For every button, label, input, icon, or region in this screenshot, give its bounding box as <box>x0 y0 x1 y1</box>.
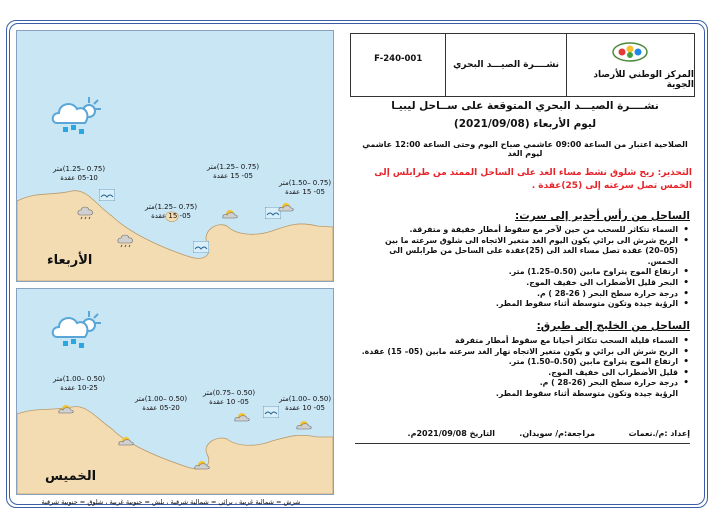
issue-date: التاريخ 2021/09/08م. <box>407 429 495 438</box>
reviewed-by: مراجعة:م/ سويدان. <box>519 429 595 438</box>
list-item: • ارتفاع الموج يتراوح مابين (0.50–1.25) متر. <box>358 267 678 278</box>
list-item: • ارتفاع الموج يتراوح مابين (0.50–1.50) متر. <box>358 357 678 368</box>
station-wed-4: (0.75 –1.25)متر 05- 15 عقدة <box>145 203 198 220</box>
bulletin-date: ليوم الأربعاء (2021/09/08) <box>453 118 597 130</box>
map-wednesday-graphic <box>17 31 333 281</box>
org-logo <box>610 41 650 66</box>
station-wed-3: (0.75 –1.50)متر 05- 15 عقدة <box>279 179 332 196</box>
warning-text: التحذير: ريح شلوق نشط مساء الغد على الساحل الممتد من طرابلس إلى الخمس تصل سرعته إلى (25)عقدة . <box>374 168 692 191</box>
org-cell <box>566 34 694 96</box>
station-wed-1: (0.75 –1.25)متر 05-10 عقدة <box>53 165 106 182</box>
wind-legend: شرش = شمالية غربية ، برائي = شمالية شرقية ، بلش = جنوبية غربية ، شلوق = جنوبية شرقية <box>41 498 301 506</box>
footer-divider <box>355 443 690 444</box>
station-thu-4: (0.50 –1.00)متر 05- 10 عقدة <box>279 395 332 412</box>
map-thursday <box>16 288 334 495</box>
station-thu-2: (0.50 –1.00)متر 05-20 عقدة <box>135 395 188 412</box>
prepared-by: إعداد :م/.نعمات <box>628 429 690 438</box>
doc-code-cell <box>351 34 445 96</box>
station-wed-2: (0.75 –1.25)متر 05- 15 عقدة <box>207 163 260 180</box>
station-thu-1: (0.50 –1.00)متر 10-25 عقدة <box>53 375 106 392</box>
list-item: • السماء قليلة السحب تتكاثر أحيانا مع سقوط أمطار متفرقة <box>358 336 678 347</box>
doc-code: F-240-001 <box>374 54 423 64</box>
list-item: • قليل الأضطراب الى خفيف الموج. <box>358 368 678 379</box>
bulletin-validity: الصلاحية اعتبار من الساعة 09:00 عاشمي صباح اليوم وحتى الساعة 12:00 عاشمي ليوم الغد <box>362 140 688 158</box>
doc-title-cell <box>445 34 565 96</box>
section2-list <box>358 336 690 400</box>
list-item: (05–20) عقدة تصل مساء الغد الى (25)عقدة على الساحل من طرابلس الى الخمس. <box>389 246 678 266</box>
section1-title: الساحل من رأس أجدير إلى سرت: <box>515 210 690 222</box>
station-thu-3: (0.50 –0.75)متر 05- 10 عقدة <box>203 389 256 406</box>
list-item: • الريح شرش الى برائي يكون اليوم الغد متغير الاتجاه الى شلوق سرعته ما بين <box>358 236 678 247</box>
doc-title: نشــــرة الصيـــد البحري <box>453 60 560 70</box>
map-wednesday <box>16 30 334 282</box>
section2-title: الساحل من الخليج إلى طبرق: <box>536 320 690 332</box>
list-item: • السماء تتكاثر للسحب من حين لآخر مع سقوط أمطار خفيفة و متفرقة. <box>358 225 678 236</box>
section1-list <box>358 225 690 310</box>
list-item: الرؤية جيدة وتكون متوسطة أثناء سقوط المطر. <box>495 388 678 398</box>
list-item: • الرؤية جيدة وتكون متوسطة أثناء سقوط المطر. <box>358 299 678 310</box>
org-name: المركز الوطني للأرصاد الجوية <box>593 69 694 90</box>
map-day-label: الخميس <box>45 469 97 484</box>
header-table <box>350 33 695 97</box>
bulletin-title: نشــــرة الصيـــد البحري المتوقعة على ســاحل ليبيـا <box>391 100 659 112</box>
list-item: • الريح شرش الى برائي و يكون متغير الاتجاه نهار الغد سرعته مابين (05– 15) عقدة. <box>358 347 678 358</box>
map-day-label: الأربعاء <box>47 253 93 268</box>
list-item: • درجة حرارة سطح البحر ( 26-28 ) م. <box>358 289 678 300</box>
list-item: • درجة حرارة سطح البحر (26-28 ) م. <box>358 378 678 389</box>
list-item: • البحر قليل الأضطراب الى خفيف الموج. <box>358 278 678 289</box>
